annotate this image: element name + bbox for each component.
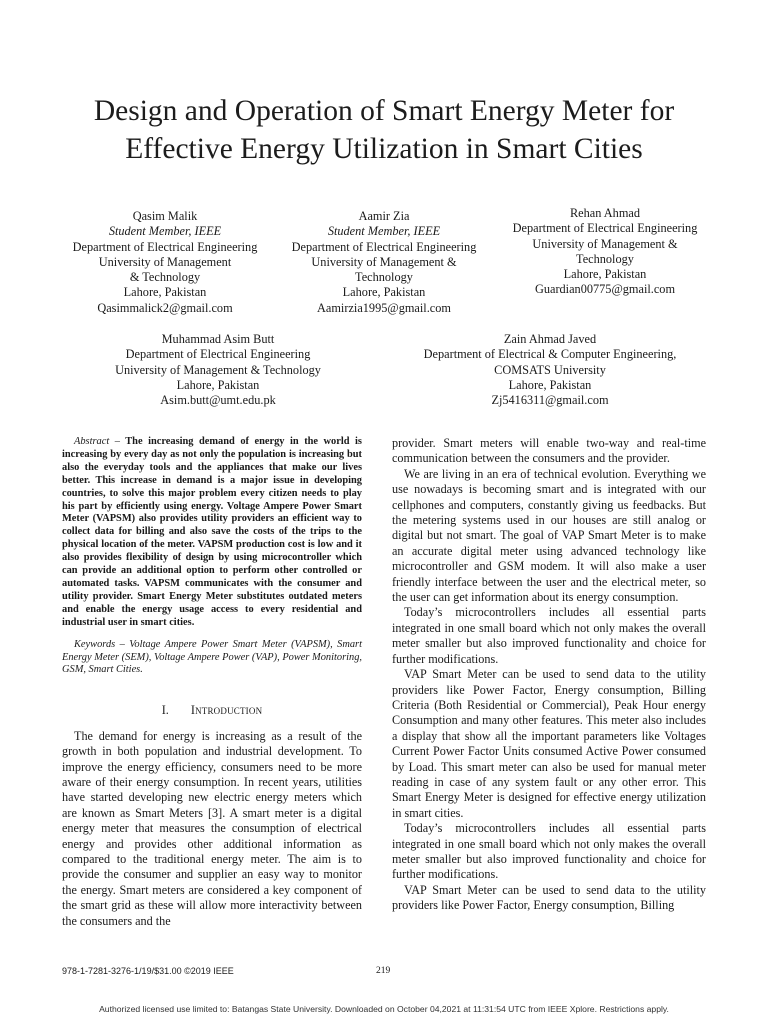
author-email: Qasimmalick2@gmail.com: [97, 300, 233, 315]
author-affiliation-line: Lahore, Pakistan: [342, 285, 426, 300]
page-number: 219: [376, 966, 391, 976]
author-block-2: [259, 209, 509, 316]
right-column: [392, 436, 706, 914]
author-role: Student Member, IEEE: [327, 224, 441, 239]
paper-title: Design and Operation of Smart Energy Meter for Effective Energy Utilization in Smart Cities: [93, 95, 675, 165]
body-paragraph: Today’s microcontrollers includes all essential parts integrated in one small board which not only makes the overall meter smaller but also improved functionality and choice for further modifications.: [392, 821, 706, 882]
author-email: Aamirzia1995@gmail.com: [317, 300, 451, 315]
author-name: Muhammad Asim Butt: [161, 332, 275, 346]
footer-isbn: 978-1-7281-3276-1/19/$31.00 ©2019 IEEE: [62, 966, 234, 976]
author-affiliation-line: University of Management &: [311, 254, 457, 269]
body-paragraph: The demand for energy is increasing as a result of the growth in both population and industrial development. To improve the energy efficiency, consumers need to be more aware of their energy consumption. In recent years, utilities have started developing new electric energy meters which are known as Smart Meters [3]. A smart meter is a digital energy meter that measures the consumption of electrical energy and provides other additional information as compared to the traditional energy meter. The aim is to provide the consumer and supplier an easy way to monitor the energy. Smart meters are considered a key component of the smart grid as these will allow more interactivity between the consumers and the: [62, 728, 362, 928]
author-affiliation-line: Lahore, Pakistan: [508, 377, 592, 392]
author-block-5: [400, 332, 700, 408]
author-affiliation-line: Department of Electrical Engineering: [125, 347, 311, 362]
section-heading: [62, 703, 362, 718]
author-affiliation-line: Department of Electrical Engineering: [512, 221, 698, 236]
author-block-1: [40, 209, 290, 316]
body-paragraph: provider. Smart meters will enable two-way and real-time communication between the consumers and the provider.: [392, 436, 706, 466]
author-affiliation-line: Department of Electrical & Computer Engineering,: [423, 347, 677, 362]
author-block-4: [68, 332, 368, 408]
abstract: [62, 436, 362, 630]
author-name: Qasim Malik: [132, 209, 198, 223]
author-affiliation-line: Lahore, Pakistan: [563, 267, 647, 282]
abstract-text: The increasing demand of energy in the world is increasing by every day as not only the population is increasing but also the everyday tools and the appliances that make our lives better. This increase in demand is a major issue in developing countries, to solve this major problem every citizen needs to play his part by efficiently using energy. Voltage Ampere Power Smart Meter (VAPSM) also provides utility providers an efficient way to collect data for billing and also save the costs of the trips to the physical location of the meter. VAPSM production cost is low and it also provides flexibility of design by using microcontroller which can provide an additional option to perform other controlled or automated tasks. VAPSM communicates with the consumer and utility provider. Smart Energy Meter substitutes outdated meters and enable the energy usage access to every residential and industrial user in smart cities.: [62, 436, 362, 628]
author-block-3: [480, 206, 730, 298]
left-column: [62, 436, 362, 929]
author-affiliation-line: University of Management: [98, 254, 232, 269]
author-affiliation-line: Department of Electrical Engineering: [72, 239, 258, 254]
author-affiliation-line: COMSATS University: [494, 362, 606, 377]
body-paragraph: We are living in an era of technical evolution. Everything we use nowadays is becoming smart and is integrated with our cellphones and computers, constantly giving us feedbacks. But the metering systems used in our houses are still analog or digital but not smart. The goal of VAP Smart Meter is to make an accurate digital meter using advanced technology like microcontroller and GSM modem. It will also make a user friendly interface between the user and the electrical meter, so the user can get information about its energy consumption.: [392, 466, 706, 605]
author-name: Zain Ahmad Javed: [503, 332, 597, 346]
keywords: Keywords – Voltage Ampere Power Smart Meter (VAPSM), Smart Energy Meter (SEM), Voltage Ampere Power (VAP), Power Monitoring, GSM, Smart Cities.: [62, 638, 362, 676]
author-affiliation-line: Lahore, Pakistan: [176, 377, 260, 392]
author-affiliation-line: Technology: [355, 270, 413, 285]
body-paragraph: VAP Smart Meter can be used to send data to the utility providers like Power Factor, Energy consumption, Billing: [392, 882, 706, 913]
author-role: Student Member, IEEE: [108, 224, 222, 239]
author-affiliation-line: University of Management &: [532, 236, 678, 251]
license-notice: Authorized licensed use limited to: Batangas State University. Downloaded on October 04,2021 at 11:31:54 UTC from IEEE Xplore. Restrictions apply.: [99, 1004, 669, 1014]
author-name: Aamir Zia: [358, 209, 410, 223]
author-email: Asim.butt@umt.edu.pk: [160, 393, 276, 408]
author-affiliation-line: Lahore, Pakistan: [123, 285, 207, 300]
author-affiliation-line: University of Management & Technology: [115, 362, 321, 377]
author-email: Zj5416311@gmail.com: [491, 393, 609, 408]
author-affiliation-line: Department of Electrical Engineering: [291, 239, 477, 254]
section-number: I.: [161, 703, 169, 718]
author-affiliation-line: Technology: [576, 251, 634, 266]
author-name: Rehan Ahmad: [569, 206, 640, 220]
body-paragraph: VAP Smart Meter can be used to send data to the utility providers like Power Factor, Energy consumption, Billing Criteria (Both Residential or Commercial), Peak Hour energy Consumption and many other features. This meter also includes a display that show all the important parameters like Voltages Current Power Factor Units consumed Active Power consumed by Load. This smart meter can also be used for manual meter reading in case of any system fault or any other error. This Smart Energy Meter is designed for effective energy utilization in smart cities.: [392, 667, 706, 820]
body-paragraph: Today’s microcontrollers includes all essential parts integrated in one small board which not only makes the overall meter smaller but also improved functionality and choice for further modifications.: [392, 605, 706, 666]
section-title: Introduction: [190, 703, 263, 718]
author-affiliation-line: & Technology: [129, 270, 201, 285]
abstract-label: Abstract –: [74, 436, 120, 447]
author-email: Guardian00775@gmail.com: [534, 282, 676, 297]
